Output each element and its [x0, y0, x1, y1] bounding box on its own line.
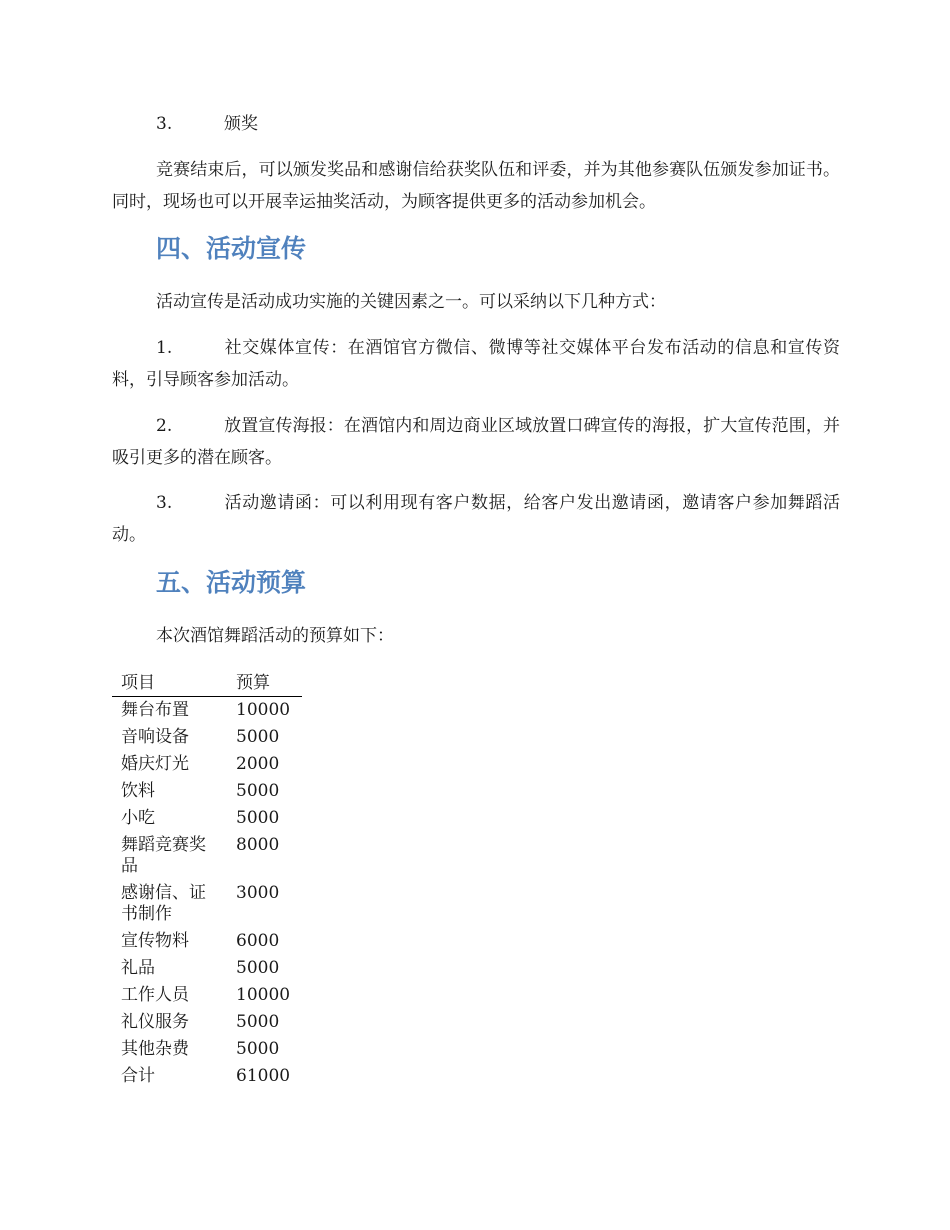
award-item-number: 3.: [156, 114, 173, 134]
table-row: [112, 880, 302, 928]
budget-amount-cell: 5000: [236, 958, 280, 978]
table-row: [112, 778, 302, 805]
table-row: [112, 955, 302, 982]
budget-total-row: [112, 1063, 302, 1090]
promo-item-2-number: 2.: [156, 416, 173, 436]
budget-intro: 本次酒馆舞蹈活动的预算如下：: [156, 626, 394, 646]
budget-total-label: 合计: [121, 1066, 155, 1086]
budget-header-item: 项目: [112, 670, 227, 697]
budget-amount-cell: 3000: [236, 883, 280, 903]
table-row: [112, 982, 302, 1009]
budget-total-amount: 61000: [236, 1066, 291, 1086]
award-item-title: 颁奖: [224, 114, 258, 134]
table-row: [112, 724, 302, 751]
budget-amount-cell: 5000: [236, 1039, 280, 1059]
table-row: [112, 697, 302, 725]
promo-item-3-number: 3.: [156, 493, 173, 513]
budget-item-cell: 婚庆灯光: [121, 754, 189, 774]
promo-item-1: [112, 332, 840, 396]
budget-item-cell: 舞蹈竞赛奖品: [121, 835, 206, 876]
budget-amount-cell: 5000: [236, 781, 280, 801]
table-row: [112, 1036, 302, 1063]
budget-item-cell: 饮料: [121, 781, 155, 801]
budget-amount-cell: 8000: [236, 835, 280, 855]
table-row: [112, 832, 302, 880]
budget-amount-cell: 10000: [236, 985, 291, 1005]
promo-heading: 四、活动宣传: [156, 234, 307, 263]
budget-item-cell: 音响设备: [121, 727, 189, 747]
budget-table: [112, 670, 302, 1090]
table-row: [112, 1009, 302, 1036]
promo-item-1-number: 1.: [156, 338, 173, 358]
budget-item-cell: 工作人员: [121, 985, 189, 1005]
promo-item-3-text: 活动邀请函：可以利用现有客户数据，给客户发出邀请函，邀请客户参加舞蹈活动。: [112, 493, 840, 545]
promo-item-2: [112, 410, 840, 474]
budget-item-cell: 礼仪服务: [121, 1012, 189, 1032]
budget-item-cell: 感谢信、证书制作: [121, 883, 206, 924]
budget-item-cell: 宣传物料: [121, 931, 189, 951]
budget-amount-cell: 5000: [236, 1012, 280, 1032]
budget-item-cell: 舞台布置: [121, 700, 189, 720]
award-item: [112, 108, 840, 140]
budget-table-header: [112, 670, 302, 697]
budget-item-cell: 小吃: [121, 808, 155, 828]
award-paragraph: 竞赛结束后，可以颁发奖品和感谢信给获奖队伍和评委，并为其他参赛队伍颁发参加证书。同时，现场也可以开展幸运抽奖活动，为顾客提供更多的活动参加机会。: [112, 160, 840, 212]
table-row: [112, 751, 302, 778]
budget-amount-cell: 5000: [236, 808, 280, 828]
budget-item-cell: 礼品: [121, 958, 155, 978]
budget-header-amount: 预算: [227, 670, 302, 697]
budget-amount-cell: 5000: [236, 727, 280, 747]
table-row: [112, 928, 302, 955]
promo-intro: 活动宣传是活动成功实施的关键因素之一。可以采纳以下几种方式：: [156, 292, 666, 312]
budget-amount-cell: 2000: [236, 754, 280, 774]
budget-amount-cell: 10000: [236, 700, 291, 720]
budget-item-cell: 其他杂费: [121, 1039, 189, 1059]
promo-item-3: [112, 487, 840, 551]
table-row: [112, 805, 302, 832]
promo-item-2-text: 放置宣传海报：在酒馆内和周边商业区域放置口碑宣传的海报，扩大宣传范围，并吸引更多的潜在顾客。: [112, 416, 840, 468]
budget-heading: 五、活动预算: [156, 568, 307, 597]
budget-amount-cell: 6000: [236, 931, 280, 951]
promo-item-1-text: 社交媒体宣传：在酒馆官方微信、微博等社交媒体平台发布活动的信息和宣传资料，引导顾客参加活动。: [112, 338, 840, 390]
